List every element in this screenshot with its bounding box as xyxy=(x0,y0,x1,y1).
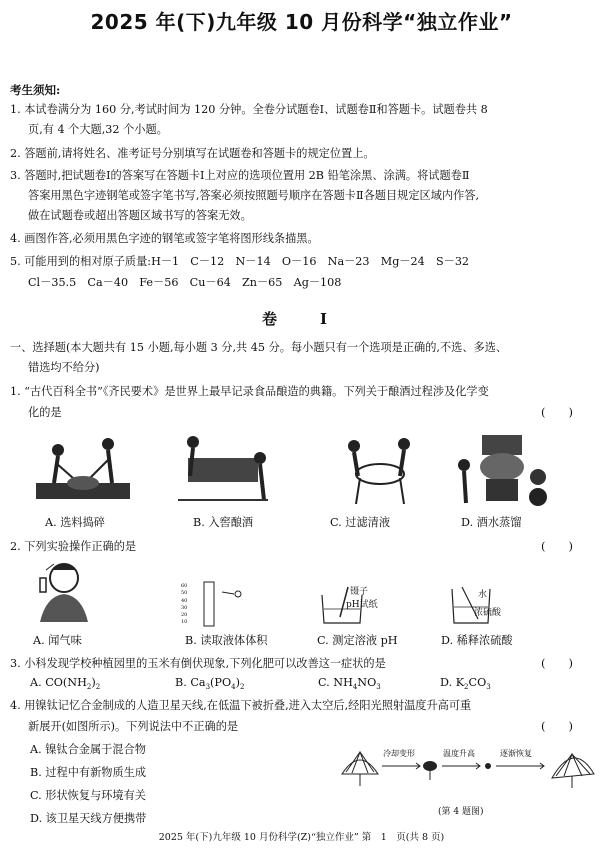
page-footer: 2025 年(下)九年级 10 月份科学(Z)“独立作业” 第 1 页(共 8 页) xyxy=(158,832,445,843)
q4-answer-paren: ( ) xyxy=(541,719,573,733)
q2-picture-a xyxy=(26,556,96,626)
q2-stem: 2. 下列实验操作正确的是 xyxy=(10,540,137,553)
q1-option-d: D. 酒水蒸馏 xyxy=(461,516,522,529)
q4-option-a: A. 镍钛合金属于混合物 xyxy=(30,743,146,756)
q3-option-d: D. $K_2CO_3$ xyxy=(440,676,491,692)
q4-option-c: C. 形状恢复与环境有关 xyxy=(30,789,146,802)
notice-heading: 考生须知: xyxy=(10,83,61,97)
q2-option-a: A. 闻气味 xyxy=(33,634,82,647)
q1-option-a: A. 选料捣碎 xyxy=(45,516,105,529)
notice-line: 3. 答题时,把试题卷Ⅰ的答案写在答题卡Ⅰ上对应的选项位置用 2B 铅笔涂黑、涂满。将试题卷Ⅱ xyxy=(10,169,470,182)
q3-option-c: C. $NH_4NO_3$ xyxy=(318,676,381,692)
q4-figure-caption: (第 4 题图) xyxy=(438,807,484,817)
q1-picture-a xyxy=(28,428,138,508)
q1-stem: 1. “古代百科全书”《齐民要术》是世界上最早记录食品酿造的典籍。下列关于酿酒过程涉及化学变 xyxy=(10,385,489,398)
q4-antenna-figure xyxy=(338,738,596,798)
q4-option-d: D. 该卫星天线方便携带 xyxy=(30,812,147,825)
notice-line: 5. 可能用到的相对原子质量:H－1 C－12 N－14 O－16 Na－23 Mg－24 S－32 xyxy=(10,255,470,268)
q4-label-restore: 逐渐恢复 xyxy=(500,749,532,758)
q2-label-ph-paper: pH试纸 xyxy=(346,600,378,610)
q1-picture-c xyxy=(330,428,430,508)
q1-answer-paren: ( ) xyxy=(541,405,573,419)
section-heading: 一、选择题(本大题共有 15 小题,每小题 3 分,共 45 分。每小题只有一个选项是正确的,不选、多选、 xyxy=(10,341,508,354)
notice-line: 答案用黑色字迹钢笔或签字笔书写,答案必须按照题号顺序在答题卡Ⅱ各题目规定区域内作答, xyxy=(28,189,480,202)
q2-option-c: C. 测定溶液 pH xyxy=(317,634,398,647)
notice-line: 4. 画图作答,必须用黑色字迹的钢笔或签字笔将图形线条描黑。 xyxy=(10,232,319,245)
section-heading-cont: 错选均不给分) xyxy=(28,361,100,374)
q2-option-d: D. 稀释浓硫酸 xyxy=(441,634,513,647)
notice-line: Cl－35.5 Ca－40 Fe－56 Cu－64 Zn－65 Ag－108 xyxy=(28,276,342,289)
q2-label-acid: 浓硫酸 xyxy=(474,608,502,618)
q2-picture-b xyxy=(198,580,258,630)
q1-option-b: B. 入窖酿酒 xyxy=(193,516,254,529)
q4-option-b: B. 过程中有新物质生成 xyxy=(30,766,147,779)
q2-answer-paren: ( ) xyxy=(541,539,573,553)
q2-label-water: 水 xyxy=(478,590,488,600)
q4-stem-cont: 新展开(如图所示)。下列说法中不正确的是 xyxy=(28,720,239,733)
page-title: 2025 年(下)九年级 10 月份科学“独立作业” xyxy=(90,10,513,34)
q4-label-cool: 冷却变形 xyxy=(383,749,415,758)
q3-option-a: A. $CO(NH_2)_2$ xyxy=(30,676,101,692)
notice-line: 做在试题卷或超出答题区域书写的答案无效。 xyxy=(28,209,252,222)
notice-line: 2. 答题前,请将姓名、准考证号分别填写在试题卷和答题卡的规定位置上。 xyxy=(10,147,375,160)
q1-stem-cont: 化的是 xyxy=(28,406,62,419)
q3-stem: 3. 小科发现学校种植园里的玉米有倒伏现象,下列化肥可以改善这一症状的是 xyxy=(10,657,386,670)
q2-cylinder-ticks: 60 50 40 30 20 10 xyxy=(181,583,188,626)
notice-line: 1. 本试卷满分为 160 分,考试时间为 120 分钟。全卷分试题卷Ⅰ、试题卷Ⅱ和答题卡。试题卷共 8 xyxy=(10,103,488,116)
q3-answer-paren: ( ) xyxy=(541,656,573,670)
q2-option-b: B. 读取液体体积 xyxy=(185,634,268,647)
q4-stem: 4. 用镍钛记忆合金制成的人造卫星天线,在低温下被折叠,进入太空后,经阳光照射温度升高可重 xyxy=(10,699,472,712)
q1-picture-b xyxy=(168,428,278,508)
q1-option-c: C. 过滤清液 xyxy=(330,516,391,529)
volume-title: 卷 Ⅰ xyxy=(261,310,342,328)
q2-label-tweezers: 镊子 xyxy=(350,587,369,597)
q4-label-heat: 温度升高 xyxy=(443,749,475,758)
notice-line: 页,有 4 个大题,32 个小题。 xyxy=(28,123,168,136)
q3-option-b: B. $Ca_3(PO_4)_2$ xyxy=(175,676,245,692)
q1-picture-d xyxy=(452,425,552,510)
